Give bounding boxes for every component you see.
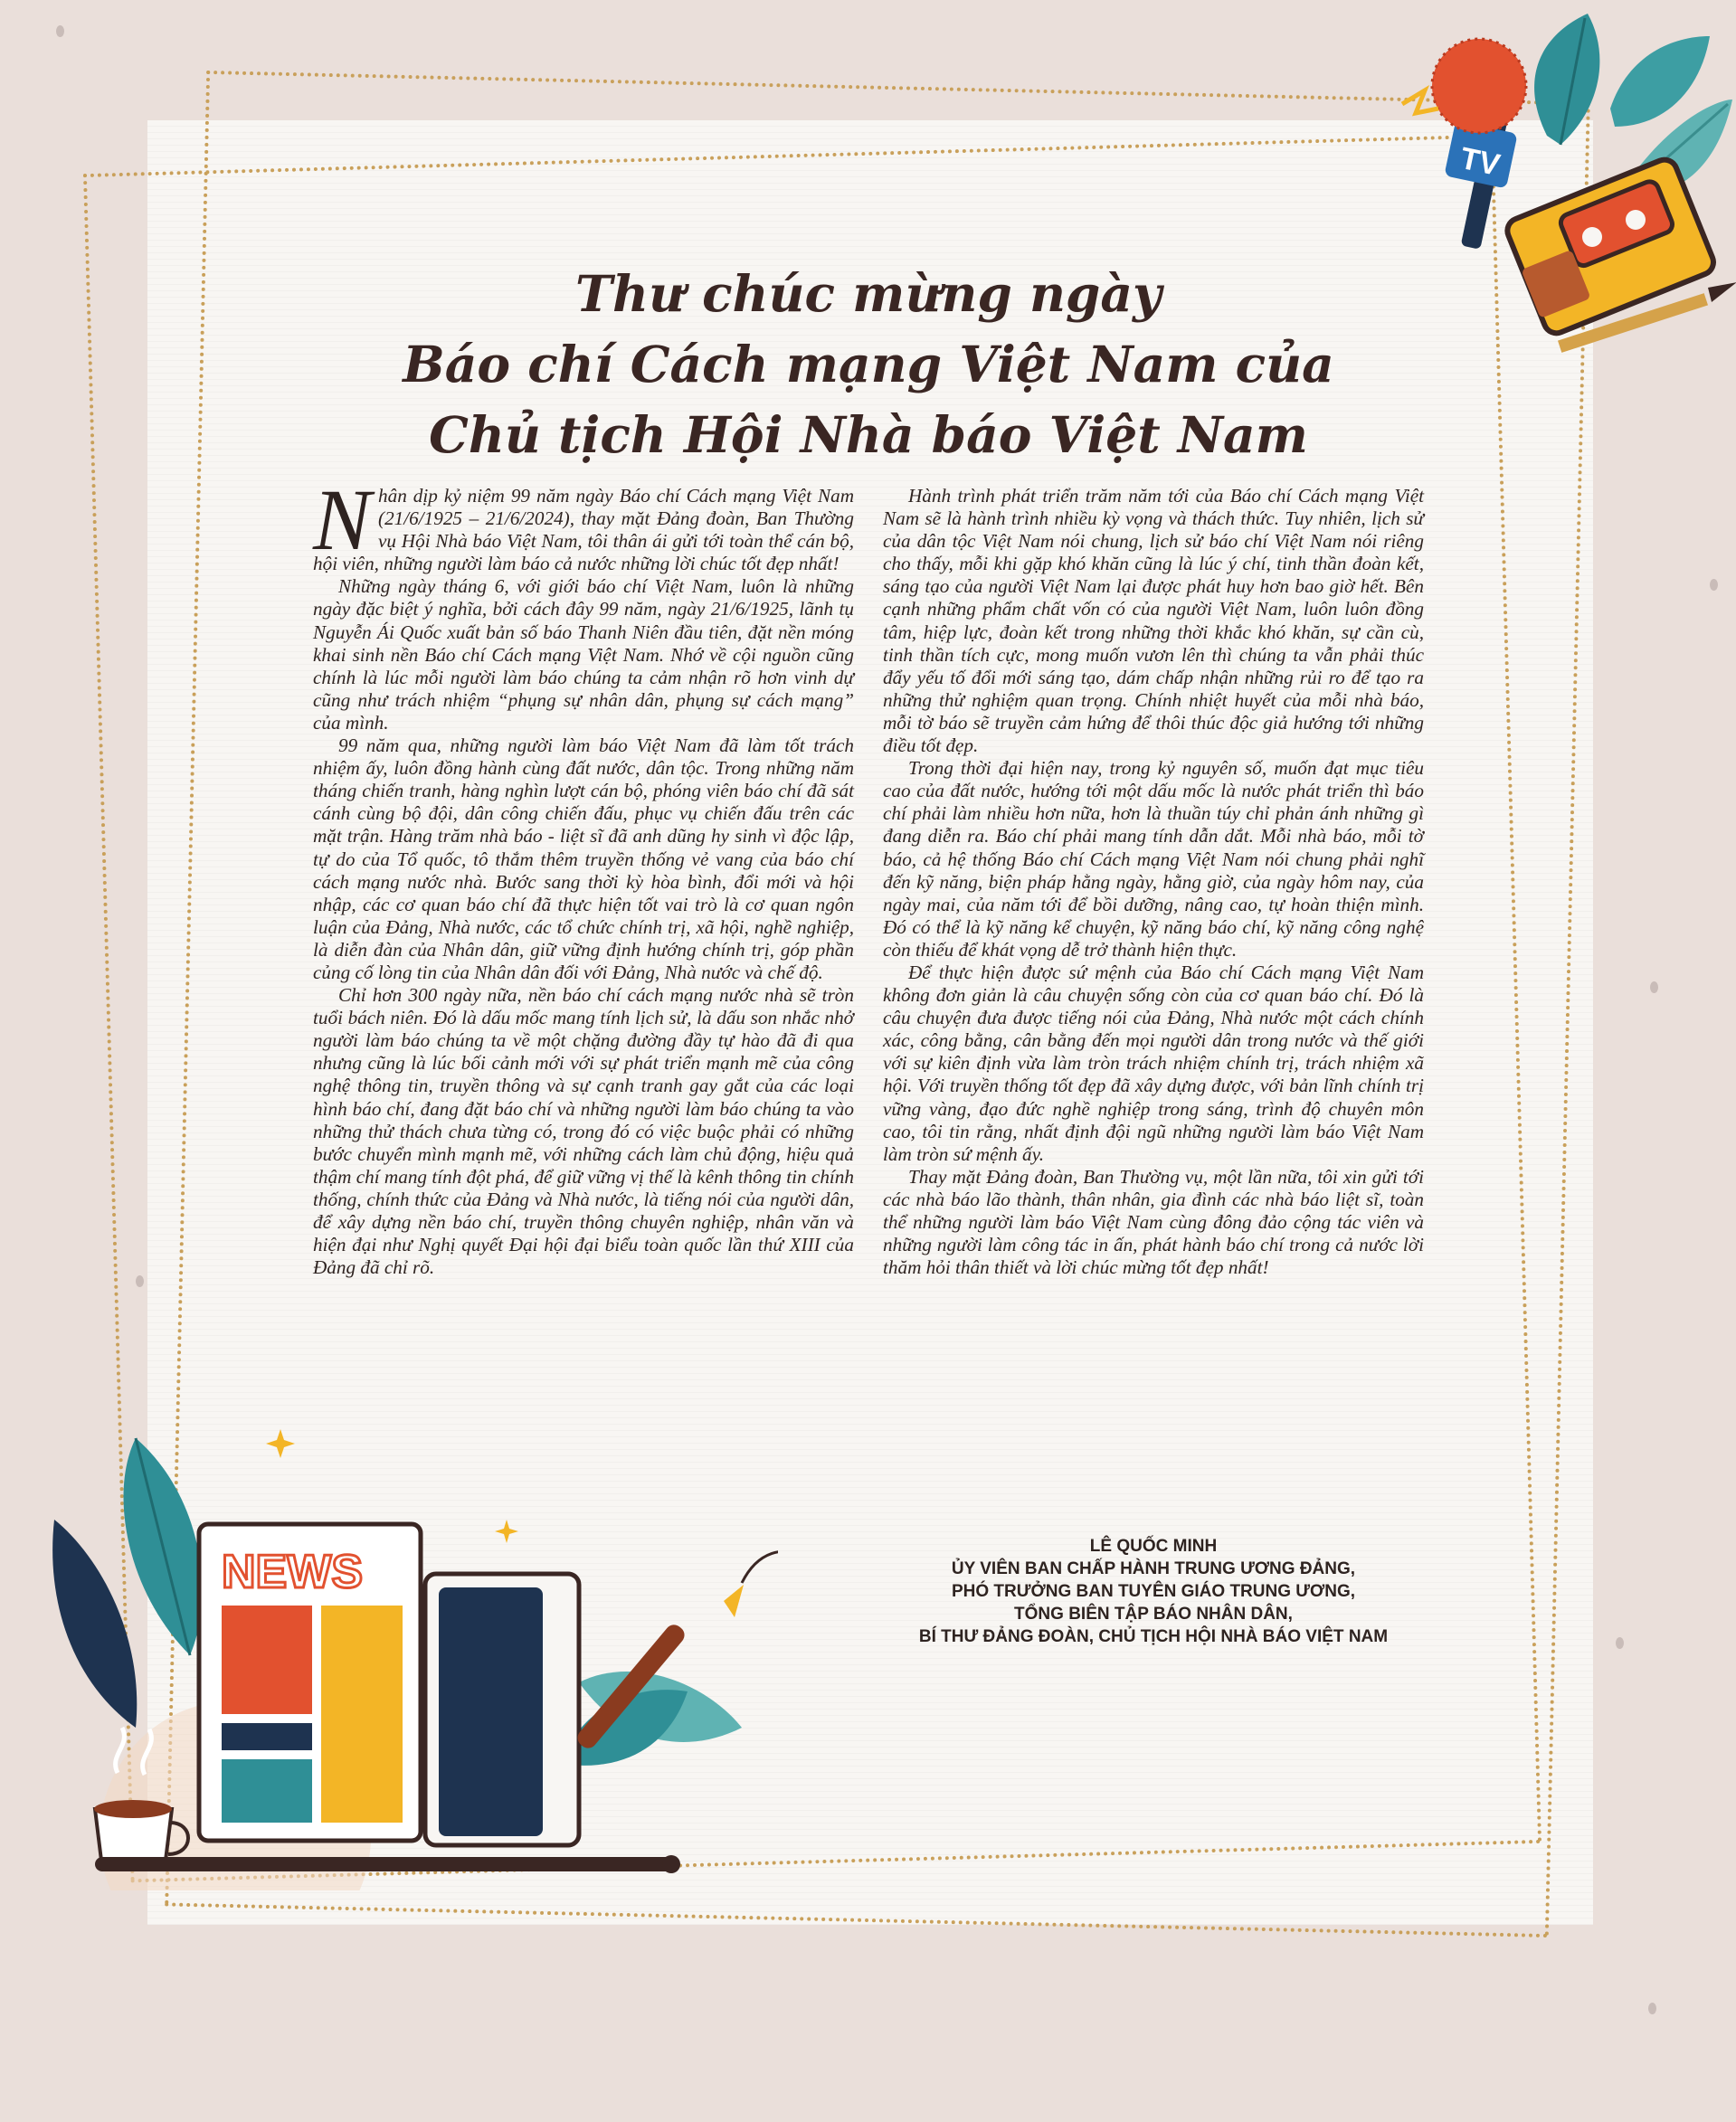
ink-dot: [662, 1855, 680, 1873]
title-line: Chủ tịch Hội Nhà báo Việt Nam: [429, 405, 1308, 464]
leaf-icon: [1534, 14, 1599, 145]
paragraph: 99 năm qua, những người làm báo Việt Nam đã làm tốt trách nhiệm ấy, luôn đồng hành cùng đất nước, dân tộc. Trong những năm tháng chiến tranh, hàng nghìn lượt cán bộ, phóng viên báo chí đã sát cánh cùng bộ đội, dân công chiến đấu, phục vụ chiến đấu trên các mặt trận. Hàng trăm nhà báo - liệt sĩ đã anh dũng hy sinh vì độc lập, tự do của Tổ quốc, tô thắm thêm truyền thống vẻ vang của báo chí cách mạng nước nhà. Bước sang thời kỳ hòa bình, đổi mới và hội nhập, các cơ quan báo chí đã thực hiện tốt vai trò là cơ quan ngôn luận của Đảng, Nhà nước, các tổ chức chính trị, xã hội, nghề nghiệp, là diễn đàn của Nhân dân, giữ vững định hướng chính trị, góp phần củng cố lòng tin của Nhân dân đối với Đảng, Nhà nước và chế độ.: [313, 734, 854, 983]
signature-name: LÊ QUỐC MINH: [1089, 1537, 1218, 1556]
signature-block: [883, 1535, 1424, 1648]
newspaper-icon: [199, 1524, 421, 1841]
signature-title: ỦY VIÊN BAN CHẤP HÀNH TRUNG ƯƠNG ĐẢNG,: [951, 1559, 1356, 1578]
title-line: Thư chúc mừng ngày: [575, 264, 1162, 323]
left-column: [313, 471, 854, 1279]
bg-speckle: [1616, 1637, 1624, 1649]
paragraph: Những ngày tháng 6, với giới báo chí Việt Nam, luôn là những ngày đặc biệt ý nghĩa, bởi cách đây 99 năm, ngày 21/6/1925, lãnh tụ Nguyễn Ái Quốc xuất bản số báo Thanh Niên đầu tiên, đặt nền móng khai sinh nền Báo chí Cách mạng Việt Nam. Nhớ về cội nguồn cũng chính là lúc mỗi người làm báo chúng ta cảm nhận rõ hơn vinh dự cũng như trách nhiệm “phụng sự nhân dân, phụng sự cách mạng” của mình.: [313, 575, 854, 734]
bg-speckle: [1650, 981, 1658, 993]
bg-speckle: [1710, 579, 1718, 591]
paragraph: Chỉ hơn 300 ngày nữa, nền báo chí cách mạng nước nhà sẽ tròn tuổi bách niên. Đó là dấu mốc mang tính lịch sử, là dấu son nhắc nhở người làm báo chúng ta về một chặng đường đầy tự hào đã đi qua nhưng cũng là lúc bối cảnh mới với sự phát triển mạnh mẽ của công nghệ thông tin, truyền thông và sự cạnh tranh gay gắt của các loại hình báo chí, đang đặt báo chí và những người làm báo chúng ta vào những thử thách chưa từng có, trong đó có việc buộc phải có những bước chuyển mình mạnh mẽ, với những cách làm chủ động, hiệu quả thậm chí mang tính đột phá, để giữ vững vị thế là kênh thông tin chính thống, chính thức của Đảng và Nhà nước, là tiếng nói của người dân, để xây dựng nền báo chí, truyền thông chuyên nghiệp, nhân văn và hiện đại như Nghị quyết Đại hội đại biểu toàn quốc lần thứ XIII của Đảng đã chỉ rõ.: [313, 984, 854, 1279]
paragraph: Hành trình phát triển trăm năm tới của Báo chí Cách mạng Việt Nam sẽ là hành trình nhiều kỳ vọng và thách thức. Tuy nhiên, lịch sử của dân tộc Việt Nam nói chung, lịch sử báo chí Việt Nam nói riêng cho thấy, mỗi khi gặp khó khăn cũng là lúc ý chí, tinh thần đoàn kết, sáng tạo của người Việt Nam lại được phát huy hơn bao giờ hết. Bên cạnh những phẩm chất vốn có của người Việt Nam, luôn luôn đồng tâm, hiệp lực, đoàn kết trong những thời khắc khó khăn, sự cần cù, tinh thần tích cực, mong muốn vươn lên thì chúng ta vẫn phải thúc đẩy yếu tố đổi mới sáng tạo, dám chấp nhận những rủi ro để tạo ra những thử nghiệm quan trọng. Chính nhiệt huyết của mỗi nhà báo, mỗi tờ báo sẽ truyền cảm hứng để thôi thúc độc giả hướng tới những điều tốt đẹp.: [883, 485, 1424, 757]
signature-title: PHÓ TRƯỞNG BAN TUYÊN GIÁO TRUNG ƯƠNG,: [951, 1582, 1356, 1601]
paragraph: Trong thời đại hiện nay, trong kỷ nguyên số, muốn đạt mục tiêu cao của đất nước, hướng tới một dấu mốc là nước phát triển thì báo chí phải làm nhiều hơn nữa, hơn là thuần túy chỉ phản ánh những gì đang diễn ra. Báo chí phải mang tính dẫn dắt. Mỗi nhà báo, mỗi tờ báo, cả hệ thống Báo chí Cách mạng Việt Nam nói chung phải nghĩ đến kỹ năng, biện pháp hằng ngày, hằng giờ, của ngày hôm nay, của ngày mai, của năm tới để bồi dưỡng, nâng cao, tự hoàn thiện mình. Đó có thể là kỹ năng kể chuyện, kỹ năng báo chí, kỹ năng công nghệ còn thiếu để khát vọng dễ trở thành hiện thực.: [883, 757, 1424, 961]
signature-title: BÍ THƯ ĐẢNG ĐOÀN, CHỦ TỊCH HỘI NHÀ BÁO VIỆT NAM: [918, 1627, 1389, 1646]
shelf: [95, 1857, 674, 1871]
leaf-icon: [52, 1520, 137, 1728]
drop-cap: N: [313, 471, 372, 568]
news-illustration: [0, 1384, 778, 1890]
signature-title: TỔNG BIÊN TẬP BÁO NHÂN DÂN,: [1014, 1605, 1293, 1624]
bg-speckle: [1648, 2003, 1656, 2014]
media-illustration: [1248, 0, 1736, 380]
paragraph-text: hân dịp kỷ niệm 99 năm ngày Báo chí Cách mạng Việt Nam (21/6/1925 – 21/6/2024), thay mặt Đảng đoàn, Ban Thường vụ Hội Nhà báo Việt Nam, tôi thân ái gửi tới toàn thể cán bộ, hội viên, những người làm báo cả nước những lời chúc tốt đẹp nhất!: [313, 485, 854, 575]
tv-label: TV: [1456, 140, 1504, 184]
paragraph: Thay mặt Đảng đoàn, Ban Thường vụ, một lần nữa, tôi xin gửi tới các nhà báo lão thành, thân nhân, gia đình các nhà báo liệt sĩ, toàn thể những người làm báo Việt Nam cùng đông đảo cộng tác viên và những người làm công tác in ấn, phát hành báo chí trong cả nước lời thăm hỏi thân thiết và lời chúc mừng tốt đẹp nhất!: [883, 1165, 1424, 1279]
title-line: Báo chí Cách mạng Việt Nam của: [403, 335, 1334, 393]
book-icon: [425, 1574, 579, 1845]
leaf-icon: [1610, 36, 1710, 127]
right-column: [883, 485, 1424, 1279]
paragraph: Để thực hiện được sứ mệnh của Báo chí Cách mạng Việt Nam không đơn giản là câu chuyện sống còn của cơ quan báo chí. Đó là câu chuyện đưa được tiếng nói của Đảng, Nhà nước một cách chính xác, công bằng, cân bằng đến mọi người dân trong nước và thế giới với sự kiên định vừa làm tròn trách nhiệm chính trị, trách nhiệm xã hội. Với truyền thống tốt đẹp đã xây dựng được, với bản lĩnh chính trị vững vàng, đạo đức nghề nghiệp trong sáng, trình độ chuyên môn cao, tôi tin rằng, nhất định đội ngũ những người làm báo Việt Nam làm tròn sứ mệnh ấy.: [883, 961, 1424, 1165]
paragraph: [313, 471, 854, 575]
bg-speckle: [56, 25, 64, 37]
news-label: NEWS: [222, 1546, 363, 1598]
leaf-icon: [124, 1438, 203, 1655]
